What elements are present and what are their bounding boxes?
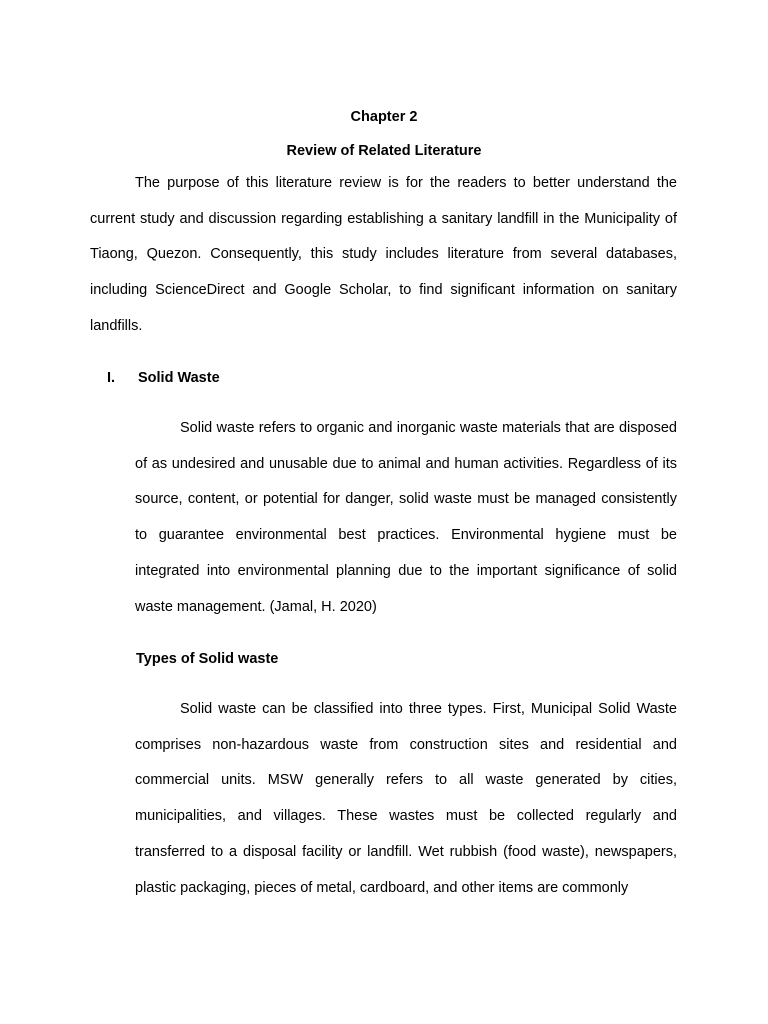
subsection-title: Types of Solid waste [136, 651, 279, 667]
subsection-text: Solid waste can be classified into three types. First, Municipal Solid Waste comprises non-hazardous waste from construction sites and residential and commercial units. MSW generally refers to all waste generated by cities, municipalities, and villages. These wastes must be collected regularly and transferred to a disposal facility or landfill. Wet rubbish (food waste), newspapers, plastic packaging, pieces of metal, cardboard, and other items are commonly [135, 701, 677, 896]
chapter-label: Chapter 2 [350, 109, 418, 125]
intro-text: The purpose of this literature review is for the readers to better understand the current study and discussion regarding establishing a sanitary landfill in the Municipality of Tiaong, Quezon. Consequently, this study includes literature from several databases, including ScienceDirect and Google Scholar, to find significant information on sanitary landfills. [90, 175, 677, 334]
section-text: Solid waste refers to organic and inorganic waste materials that are disposed of as undesired and unusable due to animal and human activities. Regardless of its source, content, or potential for danger, solid waste must be managed consistently to guarantee environmental best practices. Environmental hygiene must be integrated into environmental planning due to the important significance of solid waste management. (Jamal, H. 2020) [135, 420, 677, 615]
intro-paragraph [90, 166, 677, 345]
section-title: Solid Waste [138, 370, 220, 386]
subsection-paragraph [135, 692, 677, 906]
section-number: I. [107, 370, 116, 386]
chapter-title: Review of Related Literature [286, 143, 482, 159]
section-paragraph [135, 411, 677, 625]
